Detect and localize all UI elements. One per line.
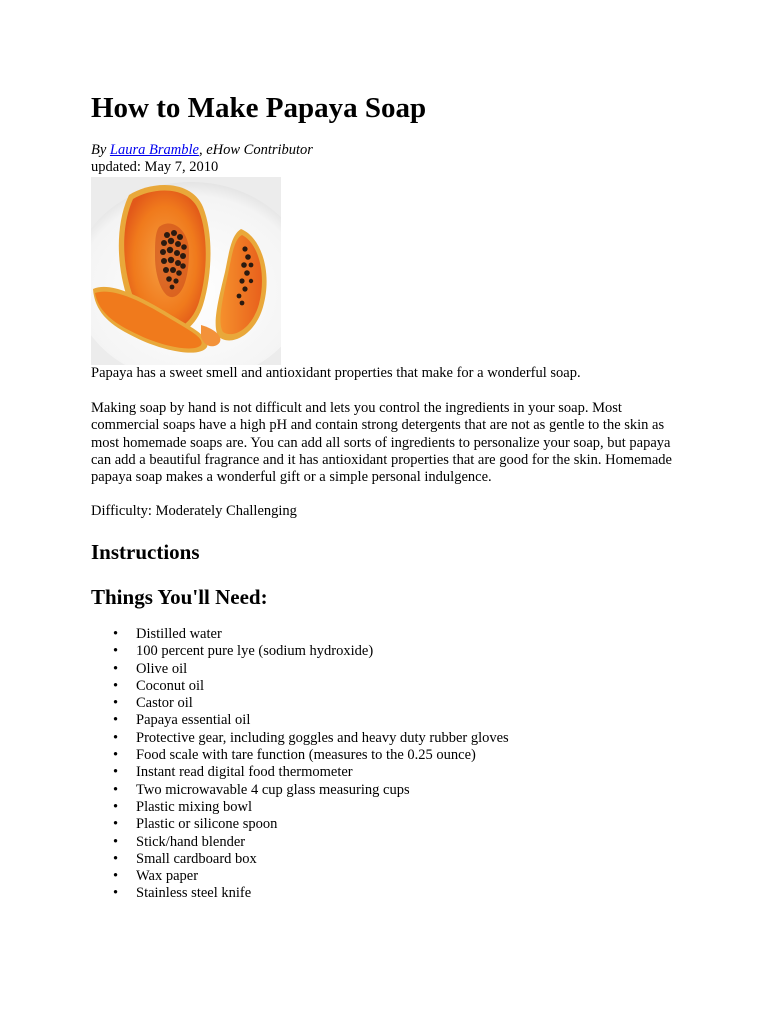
bullet-icon: •	[113, 885, 119, 902]
bullet-icon: •	[113, 660, 119, 677]
list-item: • Stainless steel knife	[113, 885, 252, 902]
author-link[interactable]: Laura Bramble	[109, 142, 199, 158]
bullet-icon: •	[113, 747, 119, 764]
papaya-image	[91, 177, 281, 365]
list-item: • Two microwavable 4 cup glass measuring cups	[113, 781, 410, 798]
byline-prefix: By	[91, 142, 110, 158]
things-needed-heading: Things You'll Need:	[91, 585, 268, 609]
byline-suffix: , eHow Contributor	[198, 142, 313, 158]
bullet-icon: •	[113, 764, 119, 781]
page-title: How to Make Papaya Soap	[91, 92, 427, 124]
intro-paragraph: Papaya has a sweet smell and antioxidant properties that make for a wonderful soap.	[91, 365, 581, 381]
papaya-photo	[91, 177, 281, 365]
list-item: • Protective gear, including goggles and heavy duty rubber gloves	[113, 729, 509, 746]
difficulty-label: Difficulty: Moderately Challenging	[91, 503, 297, 519]
list-item: • Coconut oil	[113, 677, 205, 694]
list-item: • Wax paper	[113, 868, 199, 885]
bullet-icon: •	[113, 781, 119, 798]
bullet-icon: •	[113, 850, 119, 867]
list-item: • Food scale with tare function (measures to the 0.25 ounce)	[113, 747, 476, 764]
byline	[91, 142, 313, 159]
body-paragraph: Making soap by hand is not difficult and lets you control the ingredients in your soap. Most commercial soaps have a high pH and contain strong detergents that are not as gentle to the skin as most homemade soaps are. You can add all sorts of ingredients to personalize your soap, but papaya can add a beautiful fragrance and it has antioxidant properties that are good for the skin. Homemade papaya soap makes a wonderful gift or a simple personal indulgence.	[91, 400, 672, 486]
list-item: • Small cardboard box	[113, 850, 257, 867]
bullet-icon: •	[113, 695, 119, 712]
list-item: • Olive oil	[113, 660, 188, 677]
list-item: • Distilled water	[113, 626, 222, 642]
list-item: • Instant read digital food thermometer	[113, 764, 353, 781]
list-item: • 100 percent pure lye (sodium hydroxide)	[113, 643, 374, 660]
things-needed-list	[91, 626, 509, 903]
bullet-icon: •	[113, 833, 119, 850]
bullet-icon: •	[113, 798, 119, 815]
list-item: • Plastic mixing bowl	[113, 798, 252, 815]
bullet-icon: •	[113, 643, 119, 660]
bullet-icon: •	[113, 626, 119, 642]
list-item: • Stick/hand blender	[113, 833, 246, 850]
bullet-icon: •	[113, 712, 119, 729]
bullet-icon: •	[113, 868, 119, 885]
bullet-icon: •	[113, 816, 119, 833]
list-item: • Castor oil	[113, 695, 193, 712]
list-item: • Plastic or silicone spoon	[113, 816, 278, 833]
bullet-icon: •	[113, 729, 119, 746]
instructions-heading: Instructions	[91, 540, 200, 564]
updated-date: updated: May 7, 2010	[91, 159, 219, 175]
bullet-icon: •	[113, 677, 119, 694]
list-item: • Papaya essential oil	[113, 712, 251, 729]
